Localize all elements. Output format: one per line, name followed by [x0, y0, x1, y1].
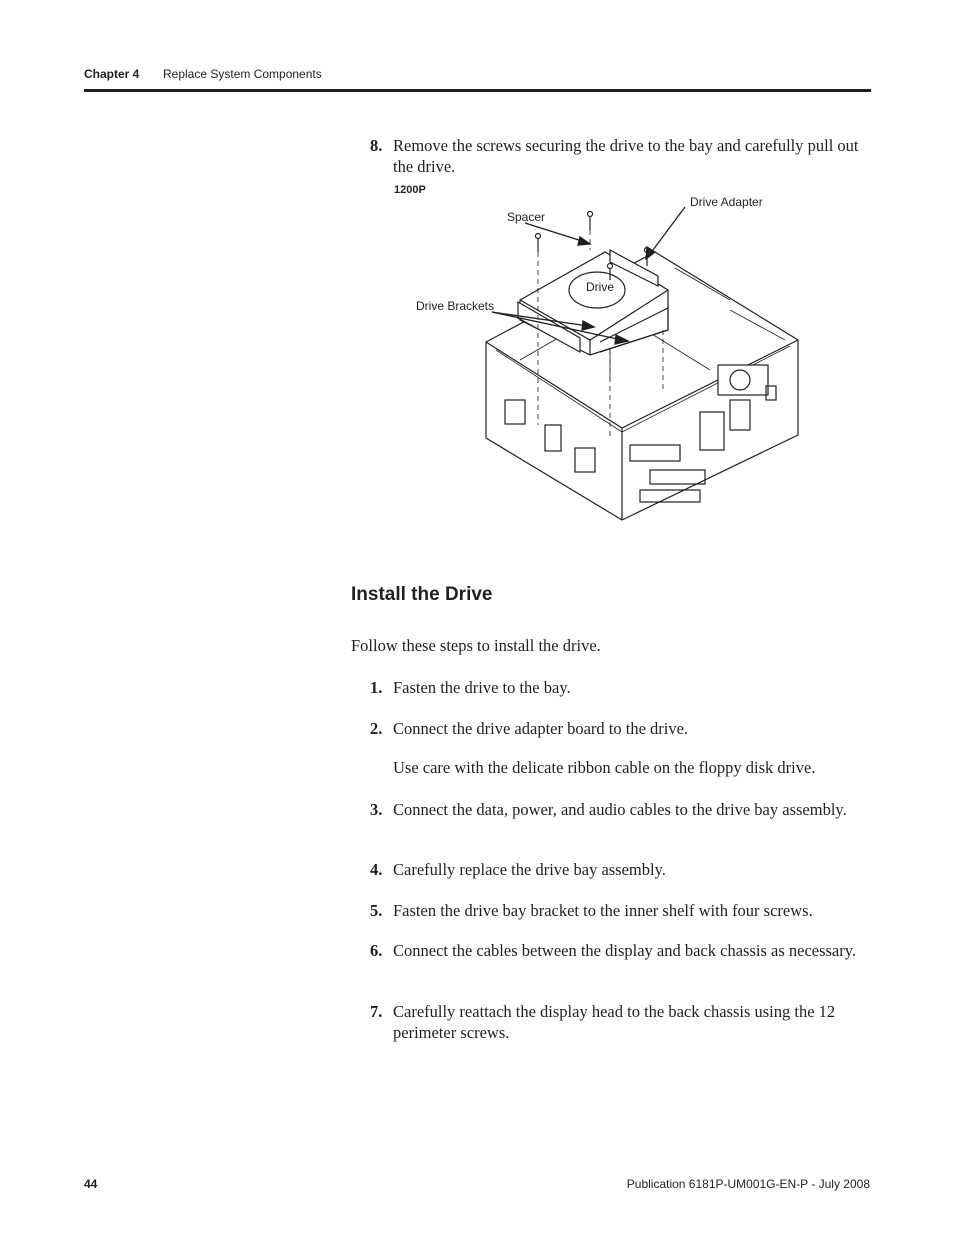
- callout-spacer: Spacer: [507, 210, 546, 224]
- running-header: [84, 67, 322, 81]
- section-title: Install the Drive: [351, 584, 493, 605]
- chapter-title: Replace System Components: [163, 67, 322, 81]
- step-number: 2.: [370, 719, 383, 738]
- step-text: Connect the drive adapter board to the drive.: [393, 719, 689, 738]
- install-step-4: [370, 859, 870, 880]
- chassis-illustration: [400, 190, 810, 530]
- step-text: Remove the screws securing the drive to the bay and carefully pull out the drive.: [393, 136, 859, 176]
- step-text: Fasten the drive bay bracket to the inner shelf with four screws.: [393, 901, 813, 920]
- callout-drive: Drive: [586, 280, 615, 294]
- install-step-1: [370, 677, 870, 698]
- drive-removal-figure: [400, 190, 810, 530]
- step-text: Carefully reattach the display head to the back chassis using the 12 perimeter screws.: [393, 1002, 836, 1042]
- step-text: Fasten the drive to the bay.: [393, 678, 571, 697]
- install-step-6: [370, 940, 870, 961]
- chapter-label: Chapter 4: [84, 67, 140, 81]
- remove-step: [370, 135, 870, 177]
- step-number: 3.: [370, 800, 383, 819]
- step-number: 1.: [370, 678, 383, 697]
- step-number: 5.: [370, 901, 383, 920]
- callout-drive-brackets: Drive Brackets: [416, 299, 495, 313]
- step-text: Connect the data, power, and audio cables to the drive bay assembly.: [393, 800, 847, 819]
- step-number: 4.: [370, 860, 383, 879]
- header-rule: [84, 89, 871, 92]
- step-text: Connect the cables between the display and back chassis as necessary.: [393, 941, 857, 960]
- callout-drive-adapter: Drive Adapter: [690, 195, 763, 209]
- install-step-3: [370, 799, 870, 820]
- publication-info: Publication 6181P-UM001G-EN-P - July 2008: [626, 1177, 870, 1191]
- step-number: 7.: [370, 1002, 383, 1021]
- step-number: 6.: [370, 941, 383, 960]
- step-text: Carefully replace the drive bay assembly.: [393, 860, 666, 879]
- install-step-5: [370, 900, 870, 921]
- install-step-7: [370, 1001, 870, 1043]
- step-number: 8.: [370, 136, 383, 155]
- page-number: 44: [84, 1177, 98, 1191]
- section-intro: Follow these steps to install the drive.: [351, 636, 601, 655]
- install-step-2: [370, 718, 870, 739]
- step-2-note: Use care with the delicate ribbon cable on the floppy disk drive.: [393, 758, 816, 777]
- figure-label: 1200P: [394, 184, 426, 196]
